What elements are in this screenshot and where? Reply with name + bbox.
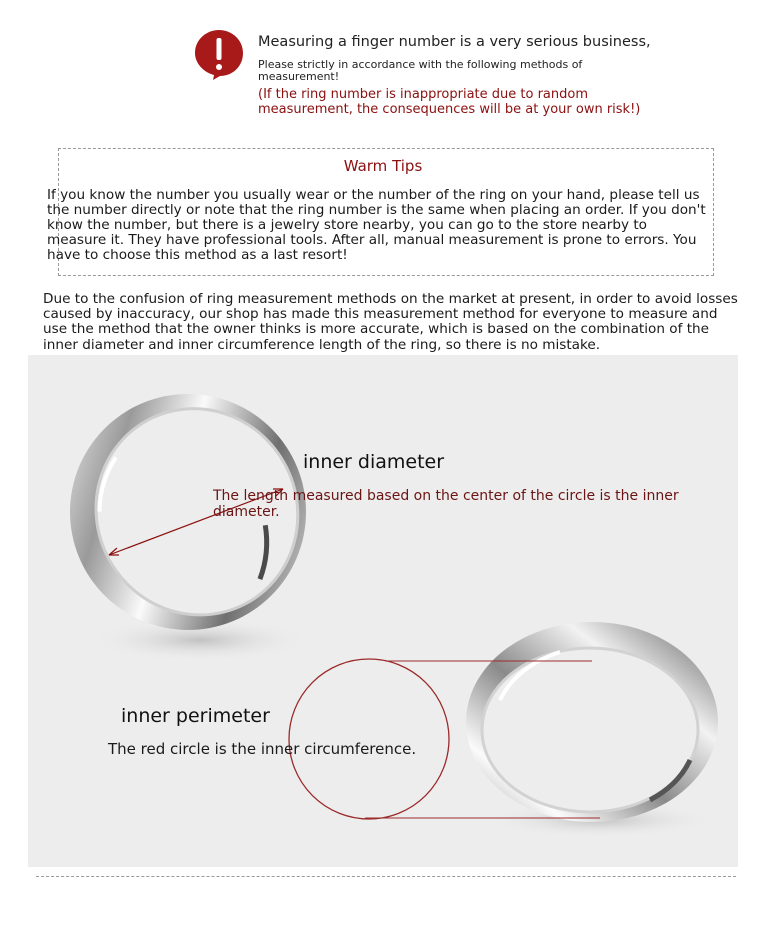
header-instruction: Please strictly in accordance with the following methods of measurement! bbox=[258, 58, 583, 83]
header-title: Measuring a finger number is a very serious business, bbox=[258, 34, 651, 50]
diameter-title: inner diameter bbox=[303, 451, 445, 473]
diameter-description: The length measured based on the center of the circle is the inner diameter. bbox=[213, 488, 679, 520]
ring-bottom-image bbox=[466, 622, 718, 838]
tips-title: Warm Tips bbox=[343, 157, 423, 175]
inner-circumference-circle bbox=[289, 659, 449, 819]
intro-paragraph: Due to the confusion of ring measurement methods on the market at present, in order to avoid losses caused by inaccuracy, our shop has made this measurement method for everyone to measure and use the method that the owner thinks is more accurate, which is based on the combination of the inner diameter and inner circumference length of the ring, so there is no mistake. bbox=[43, 291, 738, 353]
bottom-divider bbox=[36, 876, 736, 877]
tips-body: If you know the number you usually wear or the number of the ring on your hand, please tell us the number directly or note that the ring number is the same when placing an order. If you don't know the number, but there is a jewelry store nearby, you can go to the store nearby to measure it. They have professional tools. After all, manual measurement is prone to errors. You have to choose this method as a last resort! bbox=[47, 187, 706, 263]
header-warning: (If the ring number is inappropriate due to random measurement, the consequences will be at your own risk!) bbox=[258, 87, 641, 117]
perimeter-description: The red circle is the inner circumference. bbox=[108, 740, 417, 758]
perimeter-title: inner perimeter bbox=[121, 705, 270, 727]
